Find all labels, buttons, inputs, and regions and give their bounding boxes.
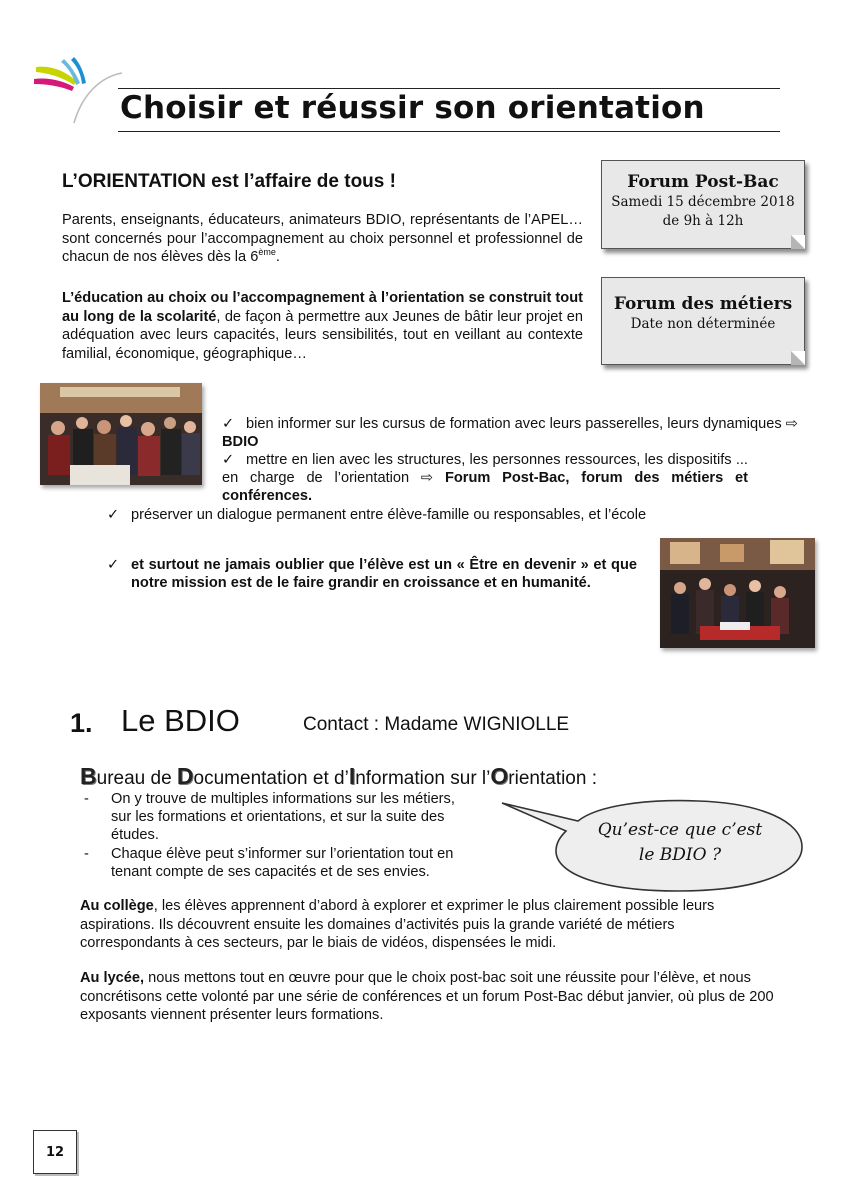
check-mark-icon: ✓	[107, 507, 120, 523]
forum-metiers-box	[601, 277, 805, 365]
arrow-icon: ⇨	[420, 470, 434, 486]
forum-crowd-photo	[40, 383, 202, 485]
bdio-acronym: Bureau de Documentation et d’Information sur l’Orientation :	[80, 763, 597, 789]
school-logo-icon	[30, 55, 130, 125]
forum-post-bac-time: de 9h à 12h	[662, 213, 744, 229]
forum-metiers-date: Date non déterminée	[630, 316, 776, 332]
list-item: - On y trouve de multiples informations sur les métiers, sur les formations et orientations, et sur la suite des études.	[84, 791, 455, 843]
page-curl-corner	[791, 235, 805, 249]
intro-paragraph-2: L’éducation au choix ou l’accompagnement à l’orientation se construit tout au long de la scolarité, de façon à permettre aux Jeunes de bâtir leur projet en adéquation avec leurs capacités, leurs sensibilités, tout en veillant au contexte familial, économique, géographique…	[62, 290, 583, 362]
intro-paragraph-1: Parents, enseignants, éducateurs, animateurs BDIO, représentants de l’APEL… sont concernés pour l’accompagnement au choix personnel et professionnel de chacun de nos élèves dès la 6ème.	[62, 212, 583, 266]
forum-metiers-title: Forum des métiers	[613, 294, 793, 314]
list-item: - Chaque élève peut s’informer sur l’orientation tout en tenant compte de ses capacités et de ses envies.	[84, 846, 454, 880]
arrow-icon: ⇨	[785, 416, 798, 432]
check-item-connect: ✓ mettre en lien avec les structures, les personnes ressources, les dispositifs ... en charge de l’orientation ⇨ Forum Post-Bac, forum des métiers et conférences.	[222, 452, 748, 504]
section-number: 1.	[70, 708, 93, 738]
check-mark-icon: ✓	[222, 452, 235, 468]
forum-hall-photo	[660, 538, 815, 648]
title-rule-bottom	[118, 131, 780, 132]
section-title: Le BDIO	[121, 703, 240, 738]
page-title: Choisir et réussir son orientation	[120, 90, 705, 126]
page-curl-corner	[791, 351, 805, 365]
forum-post-bac-title: Forum Post-Bac	[627, 172, 779, 192]
bdio-bullet-list	[84, 790, 479, 881]
section-contact: Contact : Madame WIGNIOLLE	[303, 714, 570, 735]
check-item-inform: ✓ bien informer sur les cursus de formation avec leurs passerelles, leurs dynamiques ⇨ BDIO	[222, 416, 798, 450]
forum-post-bac-box	[601, 160, 805, 249]
check-mark-icon: ✓	[222, 416, 235, 432]
check-item-mission: ✓ et surtout ne jamais oublier que l’élève est un « Être en devenir » et que notre mission est de le faire grandir en croissance et en humanité.	[107, 557, 637, 591]
check-item-dialogue: ✓ préserver un dialogue permanent entre élève-famille ou responsables, et l’école	[107, 507, 647, 523]
forum-post-bac-date: Samedi 15 décembre 2018	[611, 194, 795, 210]
page-number: 12	[33, 1130, 77, 1174]
check-mark-icon: ✓	[107, 557, 120, 573]
title-rule-top	[118, 88, 780, 89]
speech-bubble-text: Qu’est-ce que c’est le BDIO ?	[597, 820, 763, 865]
college-paragraph: Au collège, les élèves apprennent d’abord à explorer et exprimer le plus clairement possible leurs aspirations. Ils découvrent ensuite les domaines d’activités puis la grande variété de métiers correspondants à ces secteurs, par le biais de vidéos, dispensées le midi.	[80, 898, 715, 952]
intro-heading: L’ORIENTATION est l’affaire de tous !	[62, 171, 396, 192]
lycee-paragraph: Au lycée, nous mettons tout en œuvre pour que le choix post-bac soit une réussite pour l’élève, et nous concrétisons cette volonté par une série de conférences et un forum Post-Bac début janvier, où plus de 200 exposants viennent présenter leurs formations.	[80, 970, 774, 1024]
